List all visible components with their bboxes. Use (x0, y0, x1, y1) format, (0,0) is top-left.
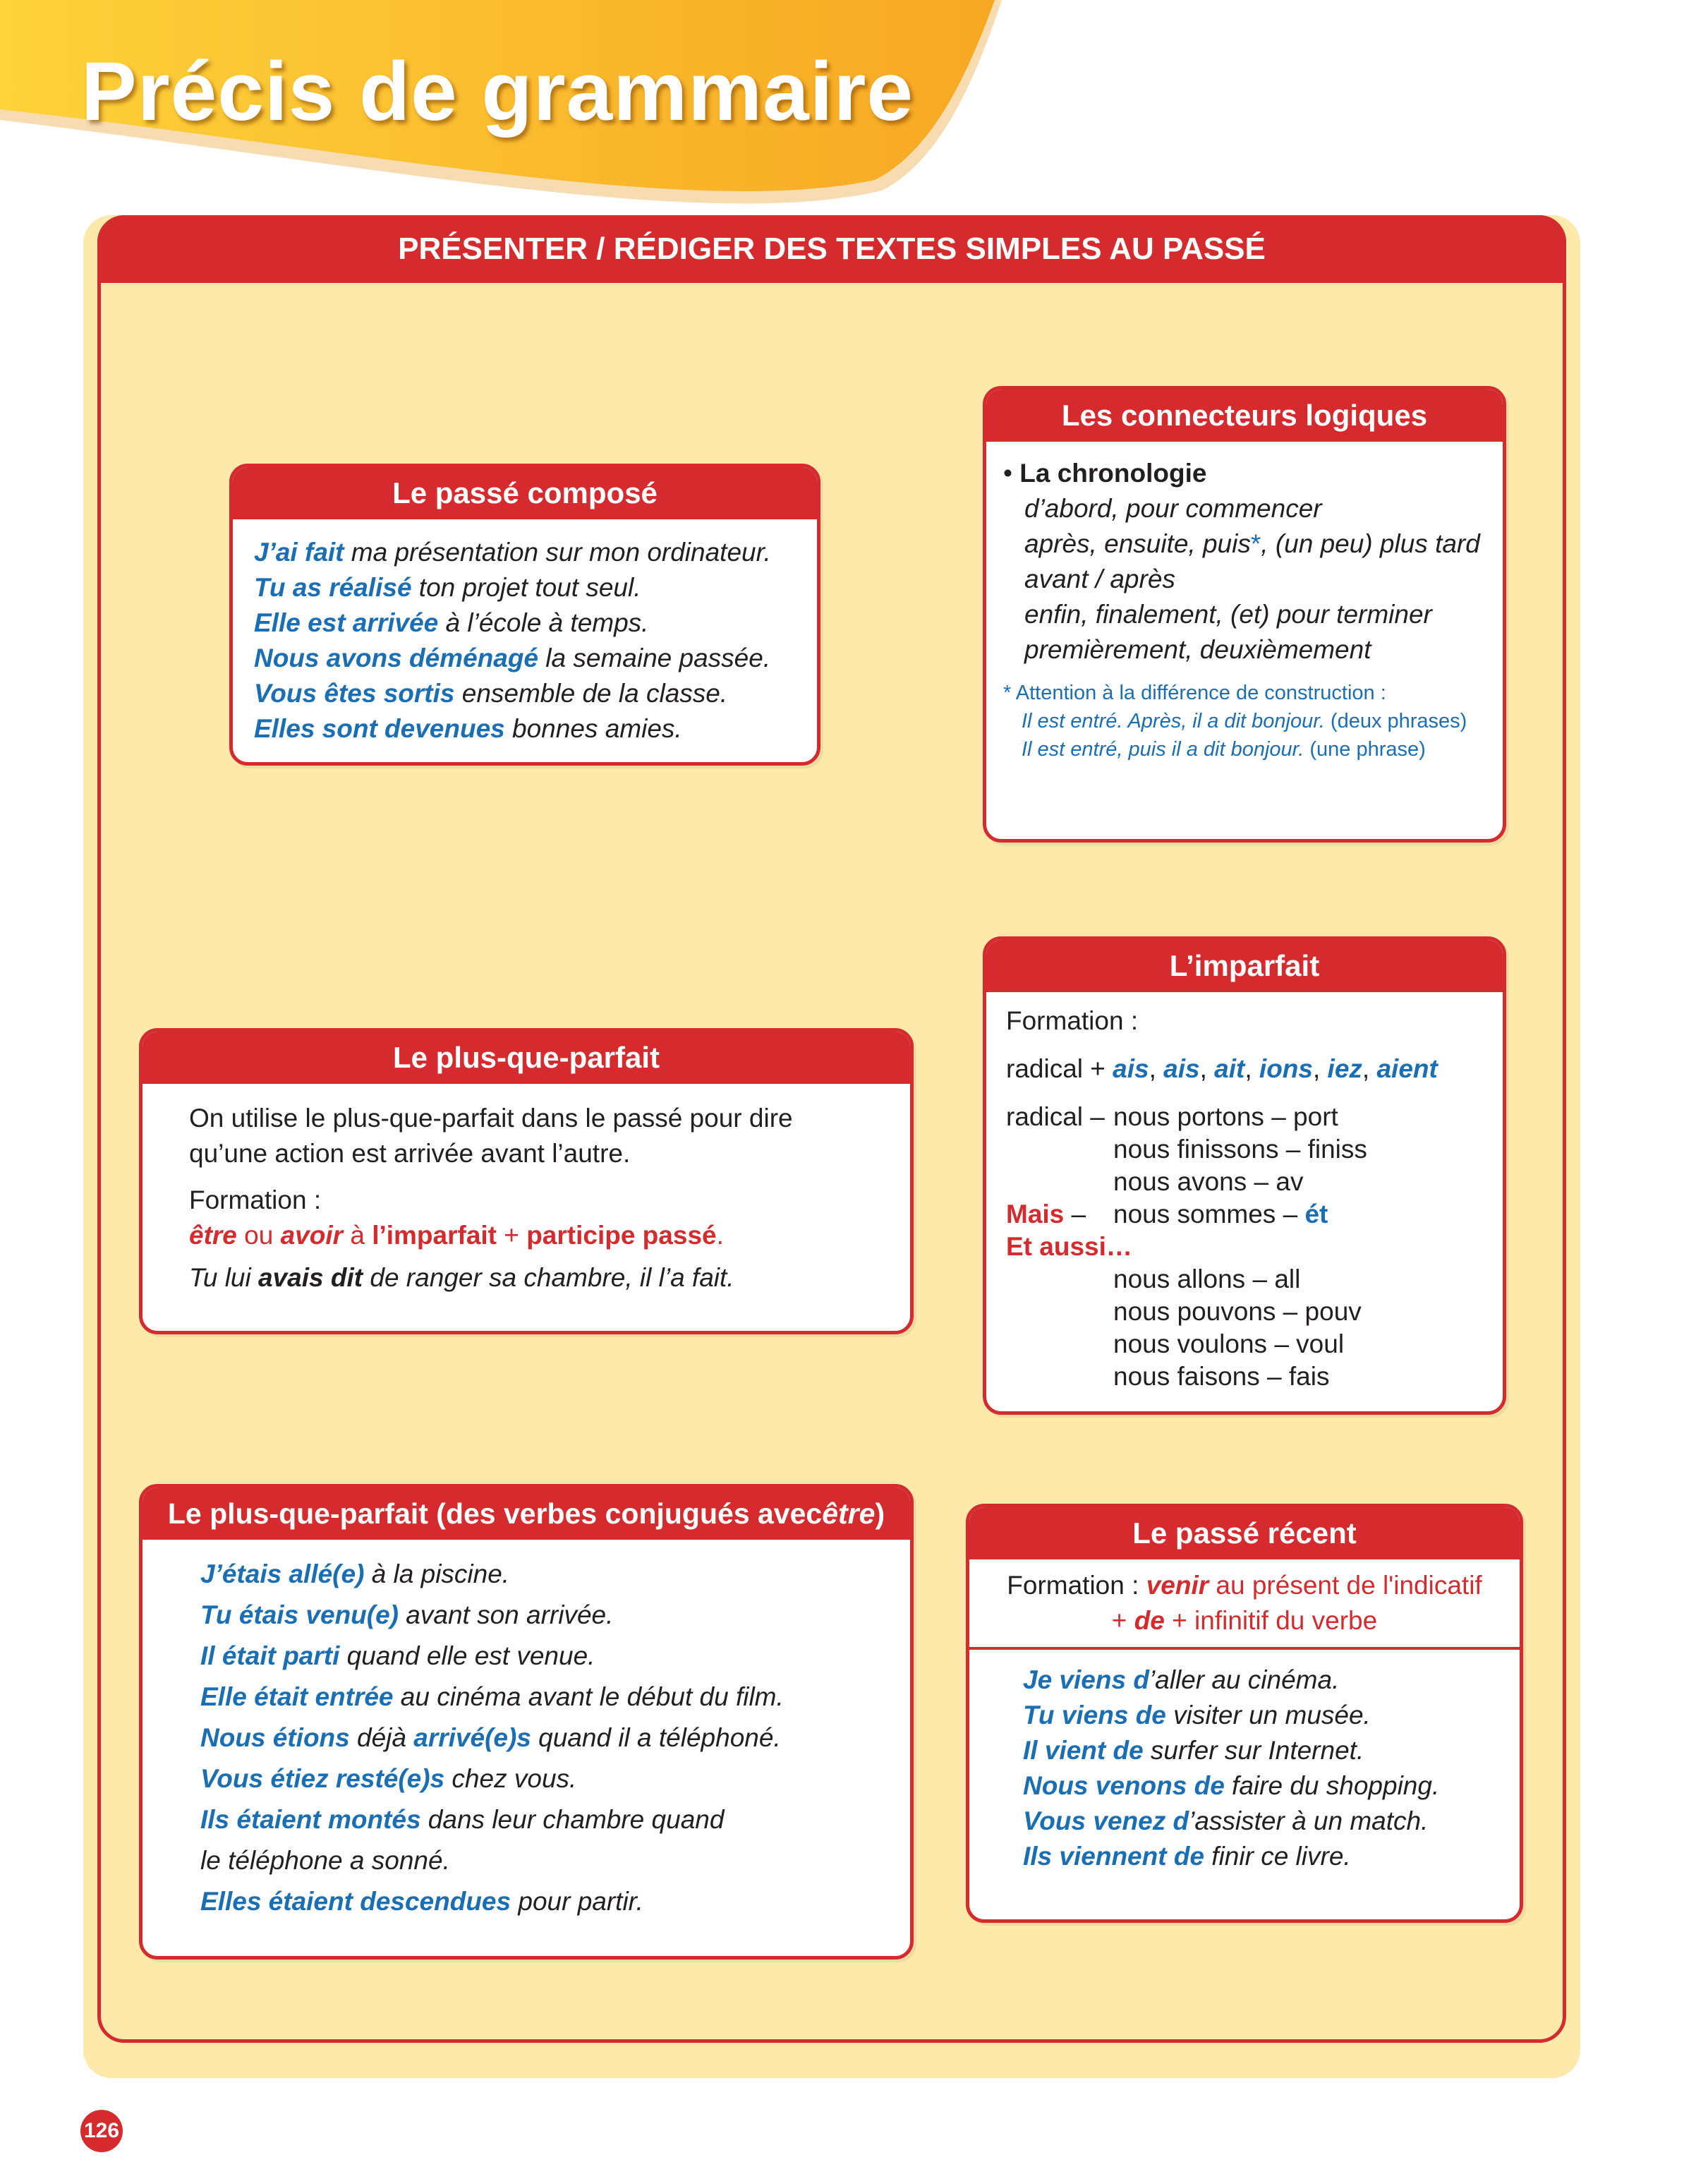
passe-compose-title: Le passé composé (233, 467, 817, 519)
list-item: Elle était entrée au cinéma avant le début du film. (200, 1682, 784, 1711)
list-item: après, ensuite, puis*, (un peu) plus tard (1024, 529, 1480, 558)
imparfait-title: L’imparfait (986, 940, 1503, 992)
list-item: J’étais allé(e) à la piscine. (200, 1559, 510, 1588)
pqp-formation-rule: être ou avoir à l’imparfait + participe passé. (189, 1221, 724, 1250)
note-example: Il est entré, puis il a dit bonjour. (une phrase) (1022, 738, 1426, 761)
list-item: Vous venez d’assister à un match. (1023, 1806, 1429, 1835)
list-item: Elle est arrivée à l’école à temps. (254, 608, 649, 637)
list-item: Vous êtes sortis ensemble de la classe. (254, 679, 728, 708)
et-aussi-label: Et aussi… (1006, 1232, 1132, 1261)
plus-que-parfait-box (139, 1028, 914, 1334)
imparfait-endings: radical + ais, ais, ait, ions, iez, aient (1006, 1054, 1438, 1083)
list-item: nous allons – all (1113, 1264, 1301, 1293)
pqp-intro: qu’une action est arrivée avant l’autre. (189, 1139, 631, 1168)
list-item: Nous étions déjà arrivé(e)s quand il a téléphoné. (200, 1723, 781, 1752)
list-item: Il était parti quand elle est venue. (200, 1641, 595, 1670)
list-item: nous voulons – voul (1113, 1329, 1345, 1358)
list-item: Tu viens de visiter un musée. (1023, 1701, 1371, 1730)
list-item: Nous venons de faire du shopping. (1023, 1771, 1440, 1800)
list-item: Tu as réalisé ton projet tout seul. (254, 573, 641, 602)
note-title: * Attention à la différence de construction : (1003, 682, 1386, 704)
section-header: PRÉSENTER / RÉDIGER DES TEXTES SIMPLES AU PASSÉ (97, 215, 1566, 283)
imparfait-box (983, 936, 1506, 1415)
page-number: 126 (80, 2110, 123, 2152)
plus-que-parfait-title: Le plus-que-parfait (143, 1032, 910, 1084)
pqp-formation-label: Formation : (189, 1185, 322, 1214)
passe-recent-formation: Formation : venir au présent de l'indicatif + de + infinitif du verbe (969, 1559, 1520, 1650)
list-item: nous faisons – fais (1113, 1362, 1330, 1391)
list-item: Elles étaient descendues pour partir. (200, 1887, 643, 1916)
chronologie-heading: • La chronologie (1003, 459, 1207, 488)
connecteurs-title: Les connecteurs logiques (986, 390, 1503, 442)
list-item: Ils étaient montés dans leur chambre quand (200, 1805, 725, 1834)
list-item: nous avons – av (1113, 1167, 1304, 1196)
list-item: avant / après (1024, 565, 1175, 593)
list-item: enfin, finalement, (et) pour terminer (1024, 600, 1432, 629)
passe-compose-box (229, 464, 820, 766)
title-banner (0, 0, 1016, 219)
list-item: le téléphone a sonné. (200, 1846, 450, 1875)
passe-recent-title: Le passé récent (969, 1507, 1520, 1559)
connecteurs-box (983, 386, 1506, 843)
note-example: Il est entré. Après, il a dit bonjour. (deux phrases) (1022, 710, 1467, 732)
page-title: Précis de grammaire (81, 45, 914, 138)
list-item: Ils viennent de finir ce livre. (1023, 1842, 1351, 1871)
pqp-etre-box (139, 1484, 914, 1960)
list-item: nous finissons – finiss (1113, 1135, 1367, 1164)
list-item: J’ai fait ma présentation sur mon ordinateur. (254, 538, 771, 567)
list-item: nous pouvons – pouv (1113, 1297, 1362, 1326)
passe-recent-box (966, 1504, 1523, 1923)
list-item: d’abord, pour commencer (1024, 494, 1322, 523)
list-item: Tu étais venu(e) avant son arrivée. (200, 1600, 614, 1629)
list-item: Elles sont devenues bonnes amies. (254, 714, 682, 743)
list-item: Je viens d’aller au cinéma. (1023, 1665, 1340, 1694)
list-item: Nous avons déménagé la semaine passée. (254, 644, 771, 672)
list-item: premièrement, deuxièmement (1024, 635, 1371, 664)
list-item: Il vient de surfer sur Internet. (1023, 1736, 1364, 1765)
list-item: Mais –nous sommes – ét (1006, 1200, 1328, 1229)
pqp-etre-title: Le plus-que-parfait (des verbes conjugués avec être ) (143, 1487, 910, 1540)
pqp-intro: On utilise le plus-que-parfait dans le passé pour dire (189, 1104, 793, 1133)
imparfait-formation: Formation : (1006, 1006, 1139, 1035)
list-item: radical –nous portons – port (1006, 1102, 1338, 1131)
list-item: Vous étiez resté(e)s chez vous. (200, 1764, 577, 1793)
pqp-example: Tu lui avais dit de ranger sa chambre, il l’a fait. (189, 1263, 734, 1292)
